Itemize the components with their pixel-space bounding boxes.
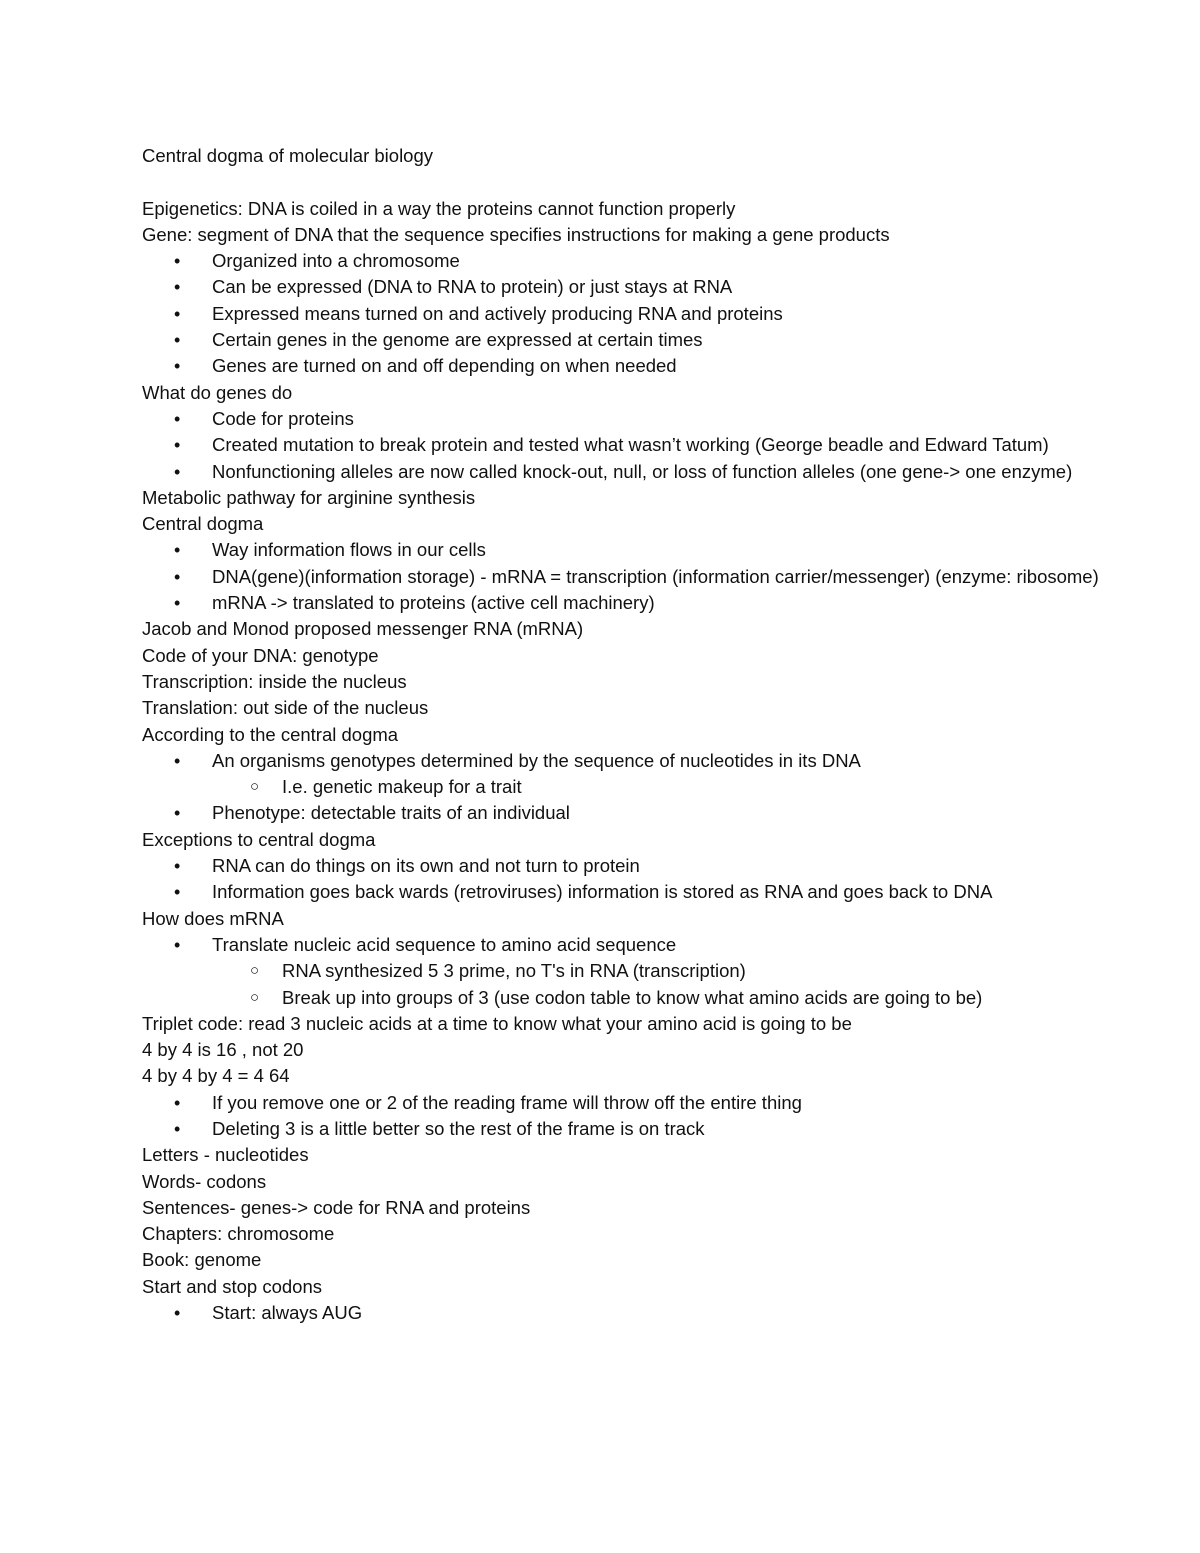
text-line — [142, 827, 1102, 853]
text-line — [142, 906, 1102, 932]
bullet-text: An organisms genotypes determined by the sequence of nucleotides in its DNA — [212, 749, 861, 771]
bullet-dot-icon: • — [174, 461, 181, 482]
bullet-text: RNA synthesized 5 3 prime, no T's in RNA (transcription) — [282, 960, 746, 982]
text-line — [142, 695, 1102, 721]
bullet-dot-icon: • — [174, 356, 181, 377]
line-text: Triplet code: read 3 nucleic acids at a time to know what your amino acid is going to be — [142, 1012, 852, 1034]
bullet-text: Phenotype: detectable traits of an individual — [212, 802, 570, 824]
line-text: Exceptions to central dogma — [142, 828, 376, 850]
text-line — [142, 380, 1102, 406]
bullet-dot-icon: • — [174, 750, 181, 771]
bullet-dot-icon: • — [174, 803, 181, 824]
sub-bullet-item — [142, 985, 1102, 1011]
bullet-item — [142, 353, 1102, 379]
bullet-item — [142, 537, 1102, 563]
text-line — [142, 1142, 1102, 1168]
bullet-dot-icon: • — [174, 593, 181, 614]
line-text: Gene: segment of DNA that the sequence specifies instructions for making a gene products — [142, 223, 890, 245]
bullet-item — [142, 1090, 1102, 1116]
bullet-text: Translate nucleic acid sequence to amino acid sequence — [212, 933, 677, 955]
line-text: According to the central dogma — [142, 723, 399, 745]
bullet-text: mRNA -> translated to proteins (active cell machinery) — [212, 592, 655, 614]
bullet-item — [142, 406, 1102, 432]
bullet-text: Nonfunctioning alleles are now called knock-out, null, or loss of function alleles (one gene-> one enzyme) — [212, 460, 1073, 482]
text-line — [142, 643, 1102, 669]
bullet-item — [142, 1300, 1102, 1326]
bullet-dot-icon: • — [174, 540, 181, 561]
line-text: Start and stop codons — [142, 1275, 322, 1297]
bullet-item — [142, 459, 1102, 485]
bullet-item — [142, 301, 1102, 327]
bullet-dot-icon: • — [174, 303, 181, 324]
bullet-text: Can be expressed (DNA to RNA to protein) or just stays at RNA — [212, 276, 733, 298]
line-text: Metabolic pathway for arginine synthesis — [142, 486, 476, 508]
line-text: Central dogma — [142, 513, 264, 535]
text-line — [142, 669, 1102, 695]
line-text: Book: genome — [142, 1249, 262, 1271]
bullet-dot-icon: • — [174, 1092, 181, 1113]
bullet-text: Information goes back wards (retroviruses) information is stored as RNA and goes back to DNA — [212, 881, 993, 903]
bullet-circle-icon: ○ — [250, 778, 260, 796]
bullet-item — [142, 748, 1102, 774]
bullet-dot-icon: • — [174, 435, 181, 456]
bullet-item — [142, 853, 1102, 879]
text-line — [142, 1247, 1102, 1273]
bullet-dot-icon: • — [174, 566, 181, 587]
line-text: Words- codons — [142, 1170, 267, 1192]
bullet-text: If you remove one or 2 of the reading frame will throw off the entire thing — [212, 1091, 802, 1113]
bullet-dot-icon: • — [174, 251, 181, 272]
bullet-item — [142, 590, 1102, 616]
bullet-dot-icon: • — [174, 1303, 181, 1324]
blank-line — [142, 169, 1102, 195]
text-line — [142, 1037, 1102, 1063]
bullet-text: Code for proteins — [212, 407, 354, 429]
text-line — [142, 616, 1102, 642]
text-line — [142, 196, 1102, 222]
text-line — [142, 511, 1102, 537]
bullet-text: Genes are turned on and off depending on when needed — [212, 355, 677, 377]
bullet-text: Break up into groups of 3 (use codon table to know what amino acids are going to be) — [282, 986, 983, 1008]
line-text: Letters - nucleotides — [142, 1144, 309, 1166]
bullet-text: Certain genes in the genome are expressed at certain times — [212, 329, 703, 351]
line-text: Code of your DNA: genotype — [142, 644, 379, 666]
text-line — [142, 1169, 1102, 1195]
bullet-dot-icon: • — [174, 934, 181, 955]
bullet-item — [142, 932, 1102, 958]
bullet-text: RNA can do things on its own and not turn to protein — [212, 855, 640, 877]
text-line — [142, 222, 1102, 248]
bullet-item — [142, 564, 1102, 590]
line-text: How does mRNA — [142, 907, 284, 929]
line-text: Translation: out side of the nucleus — [142, 697, 429, 719]
line-text: What do genes do — [142, 381, 293, 403]
bullet-text: Created mutation to break protein and tested what wasn’t working (George beadle and Edward Tatum) — [212, 434, 1049, 456]
bullet-circle-icon: ○ — [250, 988, 260, 1006]
line-text: Epigenetics: DNA is coiled in a way the proteins cannot function properly — [142, 197, 736, 219]
bullet-text: I.e. genetic makeup for a trait — [282, 776, 522, 798]
text-line — [142, 722, 1102, 748]
text-line — [142, 485, 1102, 511]
sub-bullet-item — [142, 958, 1102, 984]
line-text: Central dogma of molecular biology — [142, 145, 434, 166]
bullet-circle-icon: ○ — [250, 962, 260, 980]
text-line — [142, 1063, 1102, 1089]
bullet-item — [142, 274, 1102, 300]
line-text: 4 by 4 by 4 = 4 64 — [142, 1065, 290, 1087]
text-line — [142, 1221, 1102, 1247]
bullet-item — [142, 248, 1102, 274]
bullet-item — [142, 800, 1102, 826]
bullet-text: Organized into a chromosome — [212, 250, 460, 272]
bullet-dot-icon: • — [174, 1118, 181, 1139]
bullet-text: Start: always AUG — [212, 1302, 363, 1324]
bullet-dot-icon: • — [174, 856, 181, 877]
bullet-dot-icon: • — [174, 408, 181, 429]
text-line — [142, 1274, 1102, 1300]
text-line — [142, 1011, 1102, 1037]
line-text: Sentences- genes-> code for RNA and proteins — [142, 1196, 531, 1218]
bullet-text: Deleting 3 is a little better so the rest of the frame is on track — [212, 1117, 705, 1139]
sub-bullet-item — [142, 774, 1102, 800]
text-line — [142, 1195, 1102, 1221]
bullet-text: Way information flows in our cells — [212, 539, 486, 561]
bullet-item — [142, 879, 1102, 905]
bullet-item — [142, 1116, 1102, 1142]
bullet-text: Expressed means turned on and actively producing RNA and proteins — [212, 302, 783, 324]
bullet-dot-icon: • — [174, 882, 181, 903]
bullet-dot-icon: • — [174, 330, 181, 351]
line-text: Transcription: inside the nucleus — [142, 670, 407, 692]
document-title — [142, 143, 1102, 169]
bullet-text: DNA(gene)(information storage) - mRNA = transcription (information carrier/messenger) (enzyme: ribosome) — [212, 565, 1099, 587]
document-body — [142, 143, 1102, 1326]
line-text: Chapters: chromosome — [142, 1223, 335, 1245]
bullet-item — [142, 327, 1102, 353]
line-text: 4 by 4 is 16 , not 20 — [142, 1039, 304, 1061]
bullet-item — [142, 432, 1102, 458]
bullet-dot-icon: • — [174, 277, 181, 298]
line-text: Jacob and Monod proposed messenger RNA (mRNA) — [142, 618, 584, 640]
